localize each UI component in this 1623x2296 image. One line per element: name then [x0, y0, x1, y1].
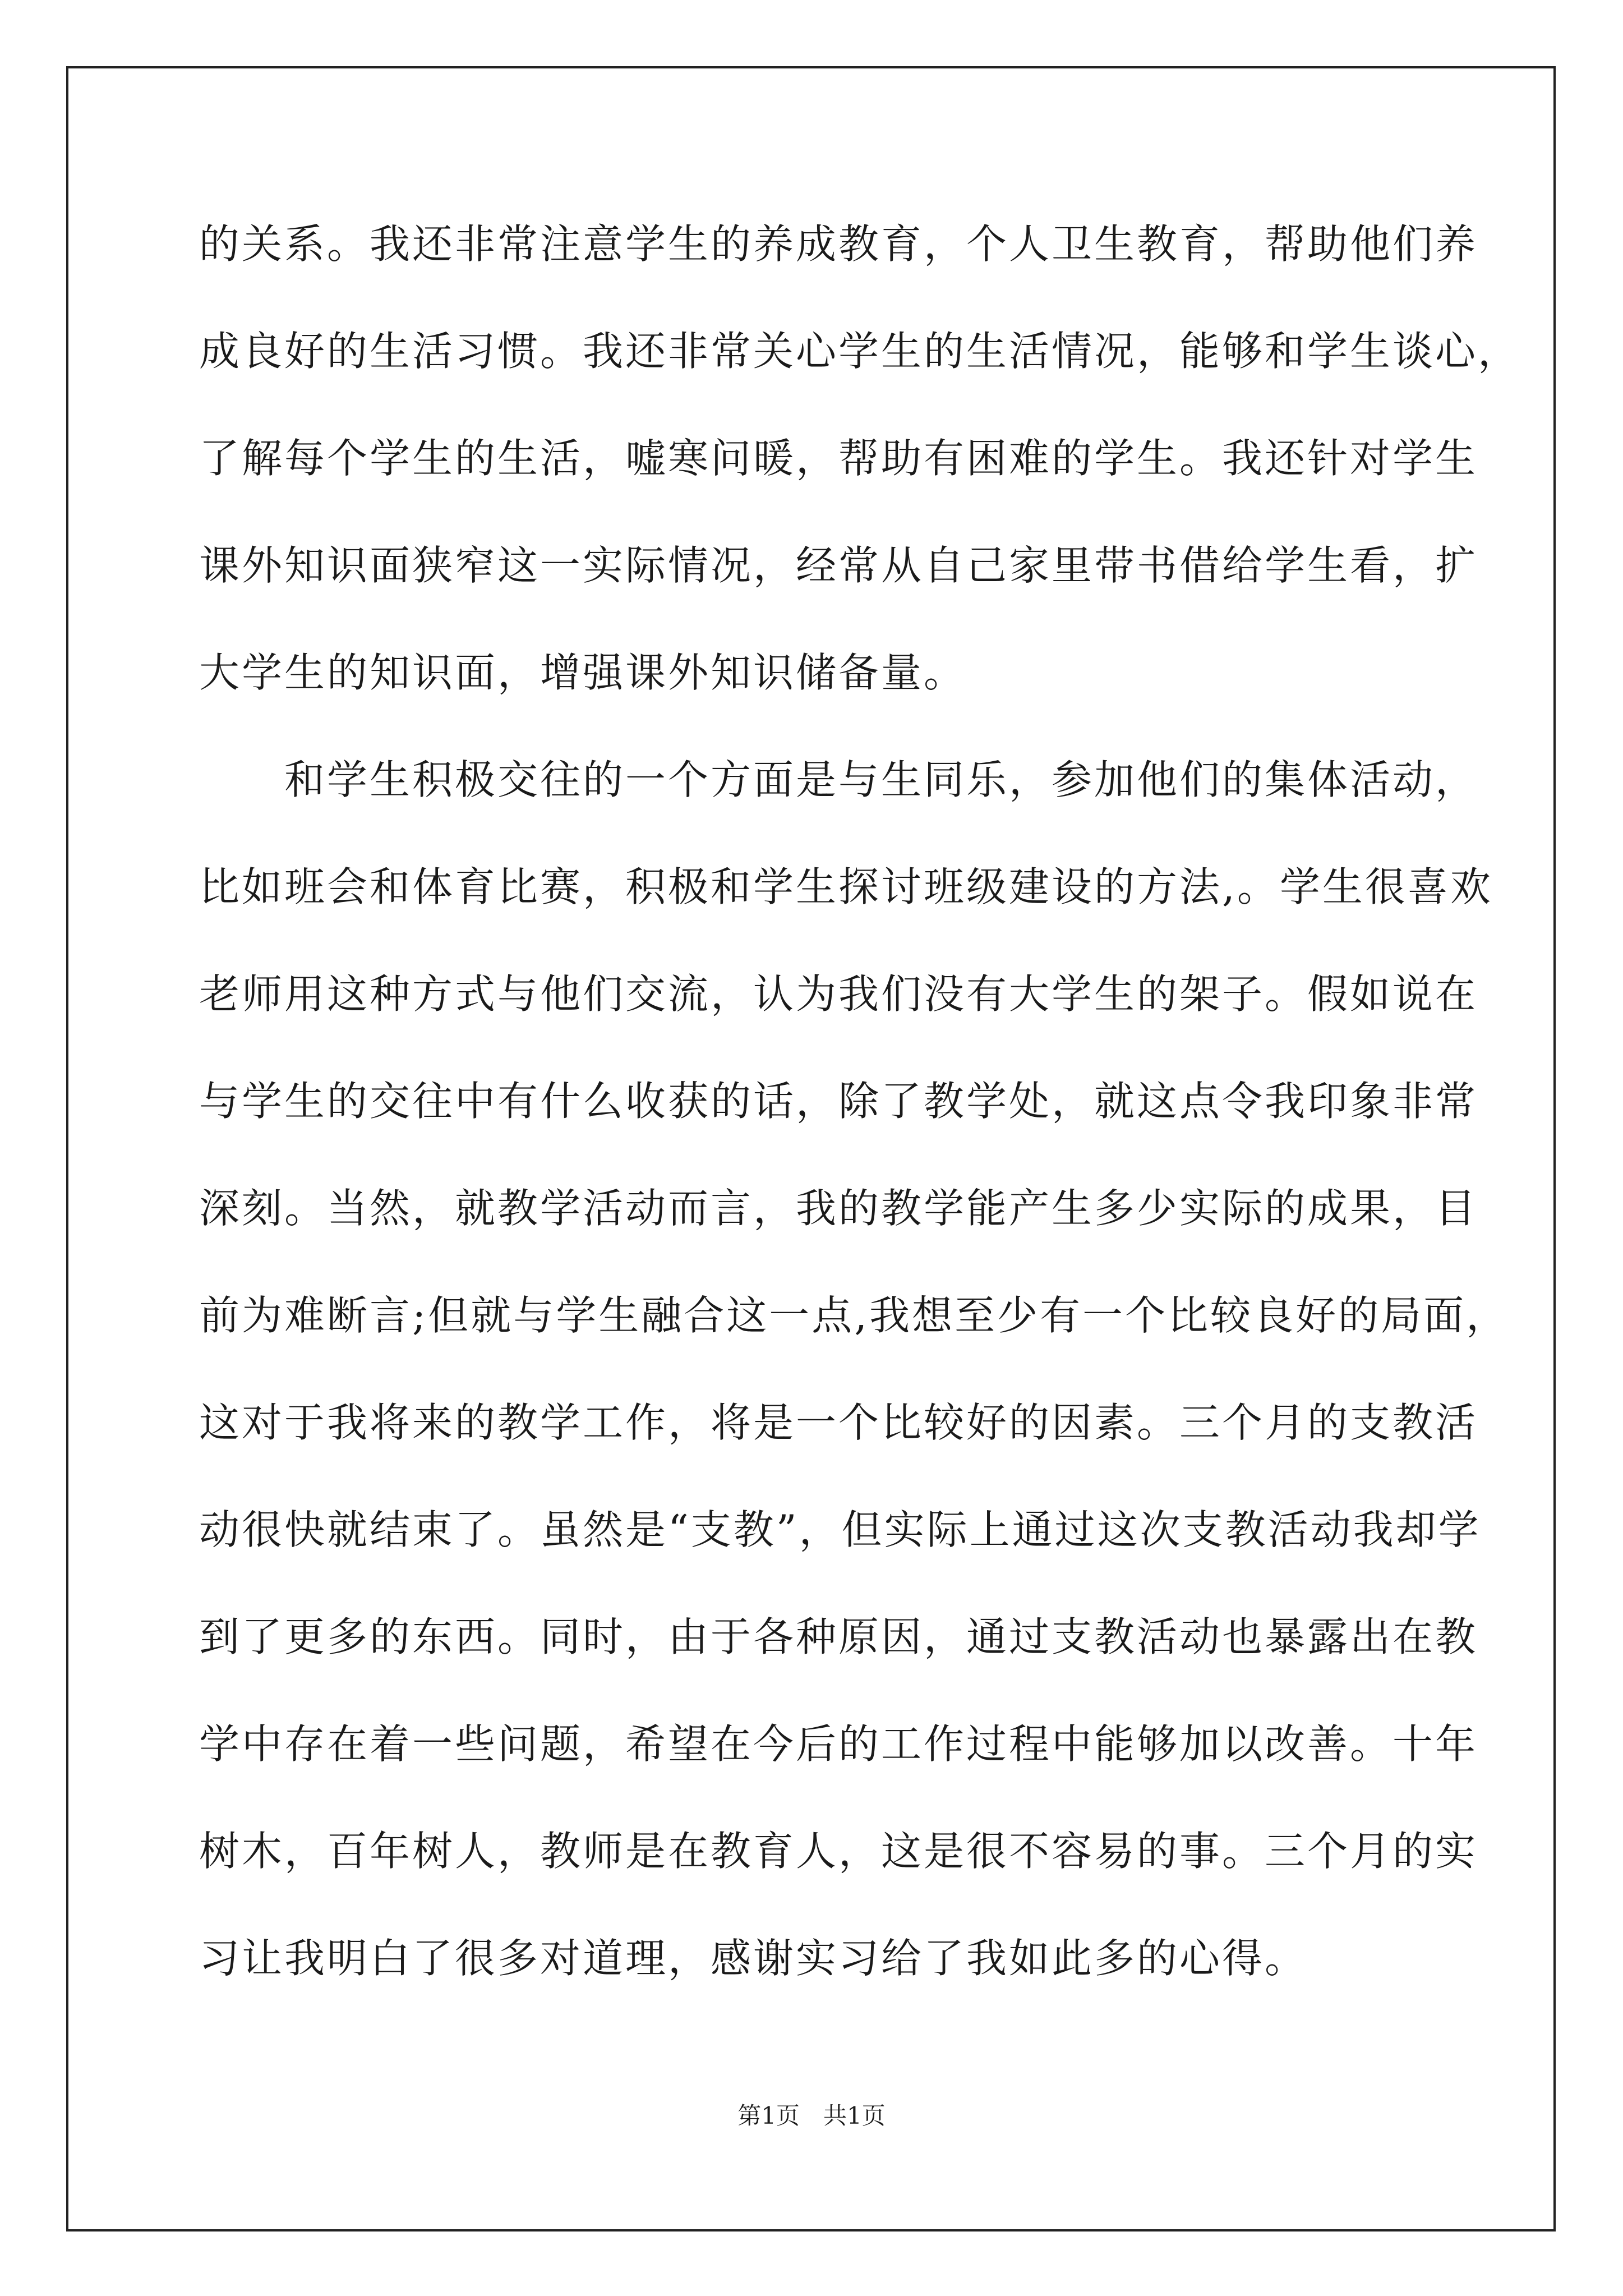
text-line: 和学生积极交往的一个方面是与生同乐，参加他们的集体活动，: [199, 756, 1478, 803]
text-line: 了解每个学生的生活，嘘寒问暖，帮助有困难的学生。我还针对学生: [199, 435, 1478, 482]
text-line: 比如班会和体育比赛，积极和学生探讨班级建设的方法,。学生很喜欢: [199, 863, 1493, 910]
text-line: 习让我明白了很多对道理，感谢实习给了我如此多的心得。: [199, 1935, 1308, 1982]
text-line: 前为难断言;但就与学生融合这一点,我想至少有一个比较良好的局面，: [199, 1292, 1509, 1339]
text-line: 成良好的生活习惯。我还非常关心学生的生活情况，能够和学生谈心，: [199, 328, 1521, 375]
text-line: 学中存在着一些问题，希望在今后的工作过程中能够加以改善。十年: [199, 1720, 1478, 1768]
text-line: 课外知识面狭窄这一实际情况，经常从自己家里带书借给学生看，扩: [199, 542, 1478, 589]
text-line: 与学生的交往中有什么收获的话，除了教学处，就这点令我印象非常: [199, 1078, 1478, 1125]
text-line: 到了更多的东西。同时，由于各种原因，通过支教活动也暴露出在教: [199, 1613, 1478, 1660]
text-line: 的关系。我还非常注意学生的养成教育，个人卫生教育，帮助他们养: [199, 220, 1478, 268]
page-number: 第1页 共1页: [737, 2102, 886, 2129]
text-line: 深刻。当然，就教学活动而言，我的教学能产生多少实际的成果，目: [199, 1185, 1478, 1232]
text-line: 动很快就结束了。虽然是“支教”，但实际上通过这次支教活动我却学: [199, 1506, 1481, 1553]
text-line: 树木，百年树人，教师是在教育人，这是很不容易的事。三个月的实: [199, 1828, 1478, 1875]
text-line: 这对于我将来的教学工作，将是一个比较好的因素。三个月的支教活: [199, 1399, 1478, 1446]
page-border: [66, 66, 1556, 2231]
text-line: 老师用这种方式与他们交流，认为我们没有大学生的架子。假如说在: [199, 970, 1478, 1018]
text-line: 大学生的知识面，增强课外知识储备量。: [199, 649, 967, 696]
